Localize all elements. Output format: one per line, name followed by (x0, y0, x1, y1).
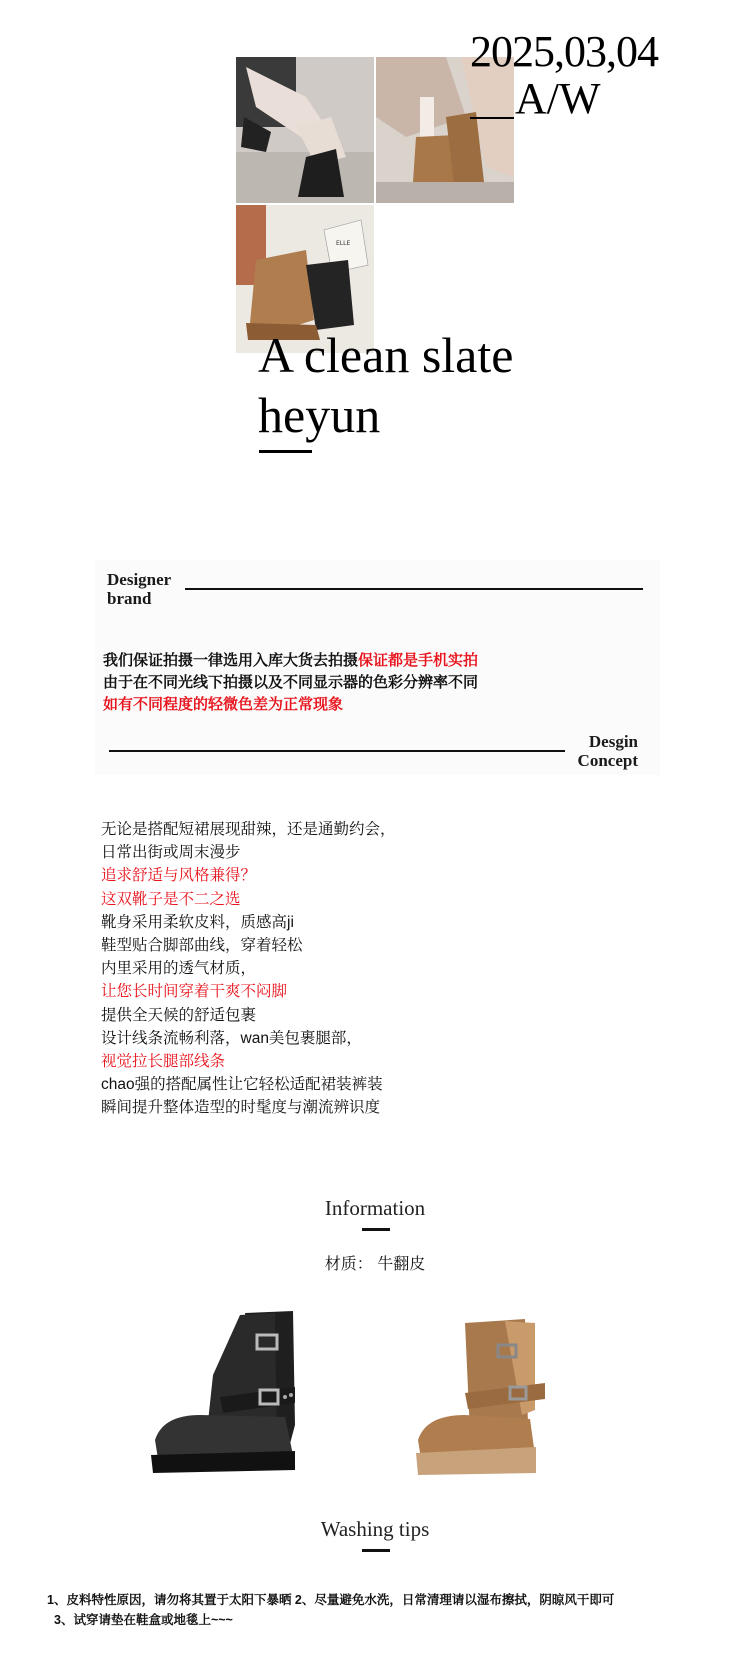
brand-word: brand (107, 589, 152, 608)
slogan-line-2: heyun (258, 387, 381, 443)
black-suede-boot-image (145, 1305, 305, 1487)
material-label: 材质： 牛翻皮 (324, 1256, 426, 1273)
black-boot-outfit-photo (236, 57, 374, 203)
designer-brand-card (95, 560, 660, 775)
product-description (101, 818, 396, 1120)
card-line-1 (103, 650, 478, 672)
hero-slogan (258, 325, 513, 445)
washing-tips-underline (362, 1549, 390, 1552)
desc-line-highlight: 视觉拉长腿部线条 (101, 1053, 226, 1071)
washing-tip-line-1: 1、皮料特性原因，请勿将其置于太阳下暴晒 2、尽量避免水洗，日常清理请以湿布擦拭，阴晾风干即可 (47, 1593, 615, 1607)
card-statement (103, 650, 478, 716)
design-concept-title (578, 732, 638, 770)
card-line-3 (103, 694, 478, 716)
information-underline (362, 1228, 390, 1231)
desc-line: 靴身采用柔软皮料，质感高ji (101, 913, 294, 931)
svg-text:ELLE: ELLE (336, 240, 351, 247)
information-title: Information (324, 1196, 426, 1220)
card-line-3-highlight: 如有不同程度的轻微色差为正常现象 (103, 696, 344, 713)
designer-brand-title (107, 570, 171, 608)
desc-line: 内里采用的透气材质， (101, 960, 257, 978)
desc-line: chao强的搭配属性让它轻松适配裙装裤装 (101, 1076, 383, 1094)
card-line-1-text: 我们保证拍摄一律选用入库大货去拍摄 (103, 652, 359, 669)
desc-line: 日常出街或周末漫步 (101, 844, 241, 862)
desc-line: 无论是搭配短裙展现甜辣，还是通勤约会， (101, 821, 396, 838)
card-line-2-text: 由于在不同光线下拍摄以及不同显示器的色彩分辨率不同 (103, 674, 479, 691)
desc-line: 设计线条流畅利落，wan美包裹腿部， (101, 1029, 362, 1047)
tan-boot-outfit-photo (376, 57, 514, 203)
desc-line: 鞋型贴合脚部曲线，穿着轻松 (101, 937, 303, 955)
release-date: 2025,03,04 (470, 27, 658, 76)
desc-line-highlight: 追求舒适与风格兼得？ (101, 867, 257, 885)
washing-tip-line-2: 3、试穿请垫在鞋盒或地毯上~~~ (54, 1613, 233, 1627)
brown-suede-boot-image (410, 1315, 570, 1487)
card-line-1-highlight: 保证都是手机实拍 (358, 652, 479, 669)
season-underline (470, 117, 514, 119)
card-bottom-rule (109, 750, 565, 752)
slogan-line-1: A clean slate (258, 327, 514, 383)
card-line-2 (103, 672, 478, 694)
desgin-word: Desgin (588, 732, 638, 751)
desc-line-highlight: 让您长时间穿着干爽不闷脚 (101, 983, 288, 1001)
desc-line: 提供全天候的舒适包裹 (101, 1006, 257, 1024)
concept-word: Concept (577, 751, 638, 770)
desc-line: 瞬间提升整体造型的时髦度与潮流辨识度 (101, 1099, 381, 1117)
designer-word: Designer (107, 570, 172, 589)
washing-tips-title: Washing tips (320, 1517, 430, 1541)
washing-tips-text (47, 1590, 614, 1630)
desc-line-highlight: 这双靴子是不二之选 (101, 890, 241, 908)
card-top-rule (185, 588, 643, 590)
season-label: A/W (515, 74, 601, 123)
slogan-underline (259, 450, 312, 453)
